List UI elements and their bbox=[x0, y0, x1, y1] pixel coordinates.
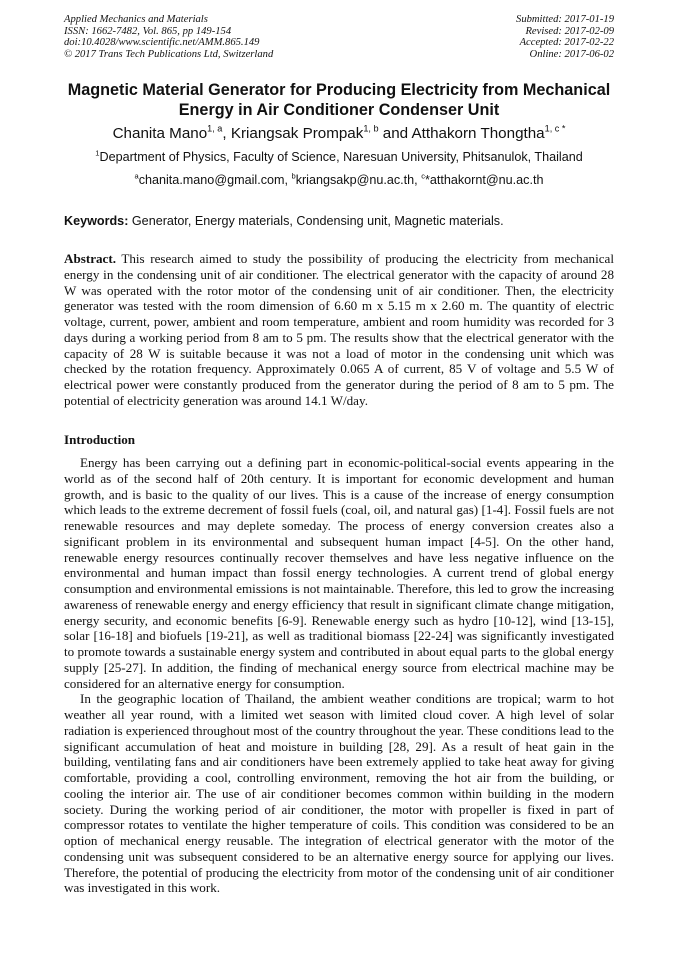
paragraph: Energy has been carrying out a defining part in economic-political-social events appearing in the world as of the second half of 20th century. It is important for economic development and human growth, and is basic to the quality of our lives. This is a cause of the increase of energy consumption which leads to the extreme decrement of fossil fuels (coal, oil, and natural gas) [1-4]. Fossil fuels are not renewable resources and may deplete someday. The process of energy conversion creates also a significant problem in its environmental and subsequent human impact [4-5]. On the other hand, renewable energy resources continually recover themselves and have less negative influence on the environmental and human impact than fossil energy technologies. A current trend of global energy consumption and environmental emissions is not maintainable. Therefore, this led to grow the increasing awareness of renewable energy and energy efficiency that result in significant climate change mitigation, energy security, and economic benefits [6-9]. Renewable energy such as hydro [10-12], wind [13-15], solar [16-18] and biofuels [19-21], as well as traditional biomass [22-24] was significantly investigated to promote towards a sustainable energy system and contributed in about equal parts to the global energy supply [25-27]. In addition, the finding of mechanical energy source from electrical machine may be considered for an alternative energy for consumption. bbox=[64, 455, 614, 691]
date-submitted: Submitted: 2017-01-19 bbox=[516, 14, 614, 25]
date-revised: Revised: 2017-02-09 bbox=[525, 25, 614, 37]
date-accepted: Accepted: 2017-02-22 bbox=[519, 37, 614, 49]
journal-doi: doi:10.4028/www.scientific.net/AMM.865.149 bbox=[64, 37, 260, 49]
author-sup: 1, b bbox=[363, 123, 379, 134]
journal-name: Applied Mechanics and Materials bbox=[64, 14, 208, 25]
affiliation-text: Department of Physics, Faculty of Science, Naresuan University, Phitsanulok, Thailand bbox=[99, 150, 583, 164]
section-heading-introduction: Introduction bbox=[64, 432, 136, 447]
author-sup: 1, c * bbox=[544, 123, 566, 134]
email-sup: b bbox=[291, 171, 296, 181]
introduction-body bbox=[64, 455, 614, 896]
journal-copyright: © 2017 Trans Tech Publications Ltd, Switzerland bbox=[64, 48, 274, 60]
journal-info bbox=[64, 14, 273, 60]
author-list bbox=[40, 124, 638, 144]
submission-dates bbox=[516, 14, 614, 60]
author-name: Chanita Mano bbox=[112, 125, 208, 142]
email-sup: c bbox=[421, 171, 425, 181]
keywords bbox=[64, 213, 624, 229]
abstract-label: Abstract. bbox=[64, 251, 116, 266]
date-online: Online: 2017-06-02 bbox=[529, 48, 614, 60]
affiliation bbox=[40, 149, 638, 165]
paper-title: Magnetic Material Generator for Producing Electricity from Mechanical Energy in Air Conditioner Condenser Unit bbox=[67, 81, 611, 119]
author-name: Kriangsak Prompak bbox=[230, 125, 364, 142]
keywords-text: Generator, Energy materials, Condensing unit, Magnetic materials. bbox=[128, 214, 504, 228]
author-sup: 1, a bbox=[207, 123, 223, 134]
journal-issn: ISSN: 1662-7482, Vol. 865, pp 149-154 bbox=[64, 25, 232, 37]
email-list bbox=[40, 172, 638, 188]
keywords-label: Keywords: bbox=[64, 214, 129, 228]
abstract-text: This research aimed to study the possibility of producing the electricity from mechanical energy in the condensing unit of air conditioner. The electrical generator with the capacity of around 28 W was operated with the rotor motor of the condensing unit of air conditioner. Then, the electricity generator was tested with the room dimension of 6.60 m x 5.15 m x 2.60 m. The quantity of electric voltage, current, power, ambient and room temperature, ambient and room humidity was recorded for 3 days during a working period from 8 am to 5 pm. The results show that the electrical generator with the capacity of 28 W is suitable because it was not a load of motor in the condensing unit which was checked by the rotation frequency. Approximately 0.065 A of current, 85 V of voltage and 5.5 W of electrical power were constantly produced from the generator during the period of 8 am to 5 pm. The potential of electricity generation was around 14.1 W/day. bbox=[64, 251, 614, 408]
abstract bbox=[64, 251, 614, 409]
affiliation-sup: 1 bbox=[95, 148, 100, 158]
email-sup: a bbox=[134, 171, 139, 181]
paragraph: In the geographic location of Thailand, the ambient weather conditions are tropical; warm to hot weather all year round, with a limited wet season with limited cloud cover. A high level of solar radiation is experienced throughout most of the country throughout the year. These conditions lead to the significant accumulation of heat and moisture in building [28, 29]. As a result of heat gain in the building, ventilating fans and air conditioners have been extremely applied to take heat away for giving comfortable, providing a cool, controlling environment, removing the hot air from the building, or cooling the interior air. The use of air conditioner becomes common within building in the modern society. During the working period of air conditioner, the motor with propeller is fixed in part of compressor rotates to ventilate the higher temperature of coils. This condition was considered to be an option of mechanical energy reusable. The integration of electrical generator with the motor of the condensing unit was subsequent considered to be an alternative energy source for applying our lives. Therefore, the potential of producing the electricity from motor of the condensing unit of air conditioner was investigated in this work. bbox=[64, 691, 614, 896]
author-sep: , bbox=[222, 125, 231, 142]
email: kriangsakp@nu.ac.th, bbox=[295, 173, 422, 187]
email: chanita.mano@gmail.com, bbox=[138, 173, 292, 187]
author-sep: and bbox=[378, 125, 412, 142]
author-name: Atthakorn Thongtha bbox=[411, 125, 545, 142]
email: *atthakornt@nu.ac.th bbox=[424, 173, 544, 187]
